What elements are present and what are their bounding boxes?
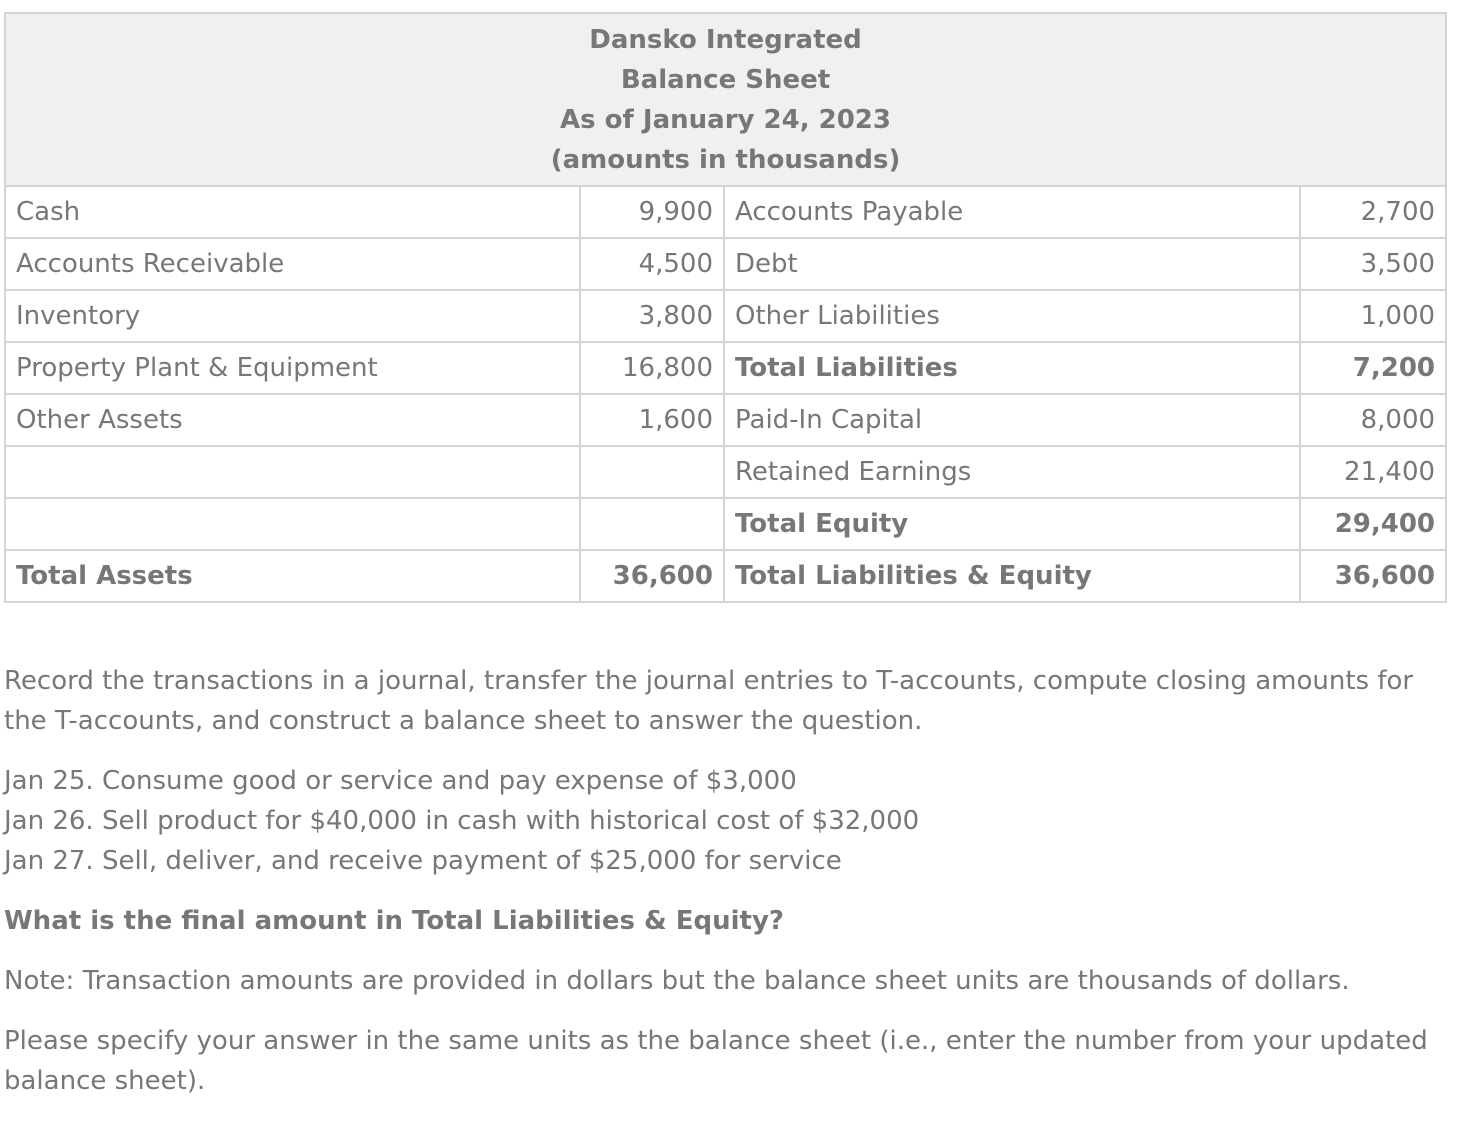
equity-label: Retained Earnings (724, 446, 1300, 498)
liability-label: Other Liabilities (724, 290, 1300, 342)
liability-value: 2,700 (1300, 186, 1446, 238)
list-item: Jan 27. Sell, deliver, and receive payment of $25,000 for service (4, 846, 842, 876)
table-row (5, 290, 1446, 342)
equity-value: 21,400 (1300, 446, 1446, 498)
liability-value: 1,000 (1300, 290, 1446, 342)
total-liabilities-label: Total Liabilities (724, 342, 1300, 394)
statement-units: (amounts in thousands) (550, 144, 901, 175)
balance-sheet-header-row (5, 13, 1446, 186)
asset-value (580, 498, 724, 550)
asset-label (5, 498, 580, 550)
equity-value: 8,000 (1300, 394, 1446, 446)
total-liabilities-equity-label: Total Liabilities & Equity (724, 550, 1300, 602)
table-row (5, 342, 1446, 394)
instructions-paragraph: Record the transactions in a journal, transfer the journal entries to T-accounts, compute closing amounts for the T-accounts, and construct a balance sheet to answer the question. (4, 666, 1414, 736)
table-row (5, 394, 1446, 446)
asset-value: 3,800 (580, 290, 724, 342)
total-equity-label: Total Equity (724, 498, 1300, 550)
total-equity-value: 29,400 (1300, 498, 1446, 550)
asset-label: Cash (5, 186, 580, 238)
balance-sheet-title (5, 13, 1446, 186)
liability-label: Debt (724, 238, 1300, 290)
total-liabilities-equity-value: 36,600 (1300, 550, 1446, 602)
asset-value: 9,900 (580, 186, 724, 238)
total-assets-label: Total Assets (5, 550, 580, 602)
table-row (5, 498, 1446, 550)
table-row (5, 238, 1446, 290)
liability-value: 3,500 (1300, 238, 1446, 290)
asset-label: Accounts Receivable (5, 238, 580, 290)
list-item: Jan 26. Sell product for $40,000 in cash with historical cost of $32,000 (4, 806, 920, 836)
asset-label (5, 446, 580, 498)
table-row (5, 550, 1446, 602)
asset-value (580, 446, 724, 498)
asset-value: 4,500 (580, 238, 724, 290)
asset-value: 16,800 (580, 342, 724, 394)
statement-name: Balance Sheet (620, 64, 831, 95)
table-row (5, 186, 1446, 238)
equity-label: Paid-In Capital (724, 394, 1300, 446)
answer-spec-text: Please specify your answer in the same units as the balance sheet (i.e., enter the number from your updated balance sheet). (4, 1026, 1428, 1096)
statement-date: As of January 24, 2023 (560, 104, 891, 135)
liability-label: Accounts Payable (724, 186, 1300, 238)
list-item: Jan 25. Consume good or service and pay expense of $3,000 (4, 766, 797, 796)
question-text: What is the final amount in Total Liabilities & Equity? (4, 906, 784, 936)
balance-sheet-table (4, 12, 1447, 603)
table-row (5, 446, 1446, 498)
asset-label: Property Plant & Equipment (5, 342, 580, 394)
asset-value: 1,600 (580, 394, 724, 446)
note-text: Note: Transaction amounts are provided in dollars but the balance sheet units are thousands of dollars. (4, 966, 1350, 996)
asset-label: Other Assets (5, 394, 580, 446)
transaction-list (4, 761, 1444, 881)
total-assets-value: 36,600 (580, 550, 724, 602)
asset-label: Inventory (5, 290, 580, 342)
total-liabilities-value: 7,200 (1300, 342, 1446, 394)
company-name: Dansko Integrated (589, 24, 862, 55)
